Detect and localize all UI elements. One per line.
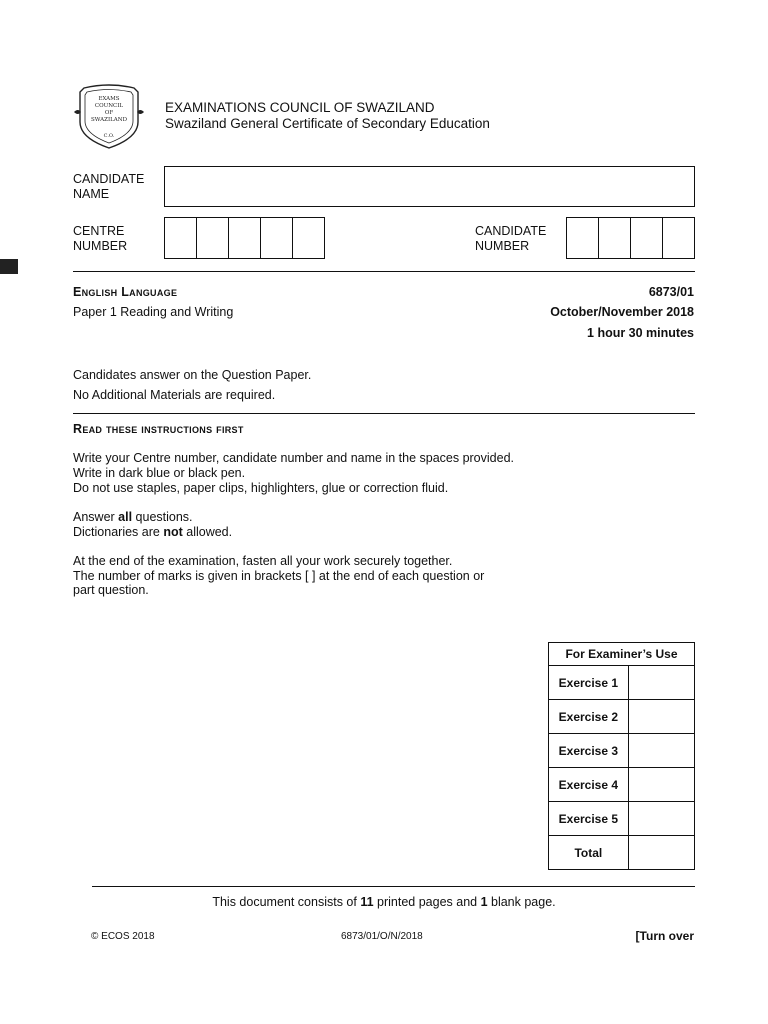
exercise-label: Exercise 1: [549, 666, 629, 700]
materials-note: No Additional Materials are required.: [73, 388, 276, 402]
printed-pages-count: 11: [360, 895, 374, 909]
answer-on-note: Candidates answer on the Question Paper.: [73, 368, 312, 382]
total-label: Total: [549, 836, 629, 870]
divider: [92, 886, 695, 887]
candidate-name-field[interactable]: [164, 166, 695, 207]
mark-cell[interactable]: [628, 802, 694, 836]
council-title: EXAMINATIONS COUNCIL OF SWAZILAND: [165, 100, 435, 115]
pages-post: blank page.: [487, 895, 556, 909]
centre-number-box[interactable]: [229, 218, 261, 258]
logo-line-2: COUNCIL: [94, 103, 124, 109]
logo-line-4: SWAZILAND: [91, 117, 127, 123]
exam-duration: 1 hour 30 minutes: [587, 326, 694, 340]
logo-line-3: OF: [104, 110, 114, 116]
instruction-line: At the end of the examination, fasten all your work securely together.: [73, 554, 453, 568]
paper-title: Paper 1 Reading and Writing: [73, 305, 234, 319]
mark-cell[interactable]: [628, 768, 694, 802]
divider: [73, 413, 695, 414]
paper-reference: 6873/01/O/N/2018: [341, 931, 423, 942]
candidate-name-label: [73, 172, 144, 202]
pages-mid: printed pages and: [373, 895, 481, 909]
candidate-number-box[interactable]: [663, 218, 694, 258]
exercise-label: Exercise 4: [549, 768, 629, 802]
edge-marker: [0, 259, 18, 274]
mark-cell[interactable]: [628, 666, 694, 700]
answer-emphasis: all: [118, 510, 133, 524]
divider: [73, 271, 695, 272]
candidate-number-label-line-1: CANDIDATE: [475, 224, 547, 238]
candidate-number-label-line-2: NUMBER: [475, 239, 530, 253]
centre-number-box[interactable]: [165, 218, 197, 258]
candidate-name-label-line-1: CANDIDATE: [73, 172, 145, 186]
logo-line-5: C.O.: [103, 133, 115, 139]
centre-number-box[interactable]: [261, 218, 293, 258]
instruction-line: [73, 510, 193, 525]
answer-post: questions.: [132, 510, 193, 524]
candidate-number-box[interactable]: [599, 218, 631, 258]
exercise-label: Exercise 2: [549, 700, 629, 734]
dictionary-post: allowed.: [182, 525, 233, 539]
centre-number-label-line-1: CENTRE: [73, 224, 125, 238]
examiner-table-heading: For Examiner’s Use: [549, 643, 695, 666]
certificate-title: Swaziland General Certificate of Secondary Education: [165, 116, 490, 131]
instruction-line: part question.: [73, 583, 149, 597]
dictionary-pre: Dictionaries are: [73, 525, 164, 539]
dictionary-emphasis: not: [163, 525, 183, 539]
logo-line-1: EXAMS: [98, 96, 120, 102]
syllabus-code: 6873/01: [648, 285, 694, 299]
centre-number-label-line-2: NUMBER: [73, 239, 128, 253]
instruction-line: Write in dark blue or black pen.: [73, 466, 246, 480]
blank-pages-count: 1: [480, 895, 488, 909]
total-mark-cell[interactable]: [628, 836, 694, 870]
instruction-line: The number of marks is given in brackets [ ] at the end of each question or: [73, 569, 485, 583]
mark-cell[interactable]: [628, 734, 694, 768]
instruction-line: [73, 525, 232, 540]
pages-pre: This document consists of: [212, 895, 361, 909]
candidate-name-label-line-2: NAME: [73, 187, 110, 201]
centre-number-label: [73, 224, 127, 254]
candidate-number-box[interactable]: [567, 218, 599, 258]
centre-number-box[interactable]: [293, 218, 324, 258]
examiner-use-table: [548, 642, 695, 870]
subject-title: English Language: [73, 285, 178, 299]
answer-pre: Answer: [73, 510, 119, 524]
exercise-label: Exercise 5: [549, 802, 629, 836]
centre-number-box[interactable]: [197, 218, 229, 258]
ecos-logo: [72, 82, 146, 150]
centre-number-field[interactable]: [164, 217, 325, 259]
copyright: © ECOS 2018: [91, 931, 155, 942]
candidate-number-label: [475, 224, 546, 254]
instruction-line: Write your Centre number, candidate number and name in the spaces provided.: [73, 451, 514, 465]
page-count-note: [0, 895, 768, 909]
exam-session: October/November 2018: [550, 305, 694, 319]
mark-cell[interactable]: [628, 700, 694, 734]
exercise-label: Exercise 3: [549, 734, 629, 768]
candidate-number-field[interactable]: [566, 217, 695, 259]
candidate-number-box[interactable]: [631, 218, 663, 258]
instruction-line: Do not use staples, paper clips, highlighters, glue or correction fluid.: [73, 481, 449, 495]
instructions-heading: Read these instructions first: [73, 422, 244, 436]
turn-over: [Turn over: [635, 929, 694, 943]
